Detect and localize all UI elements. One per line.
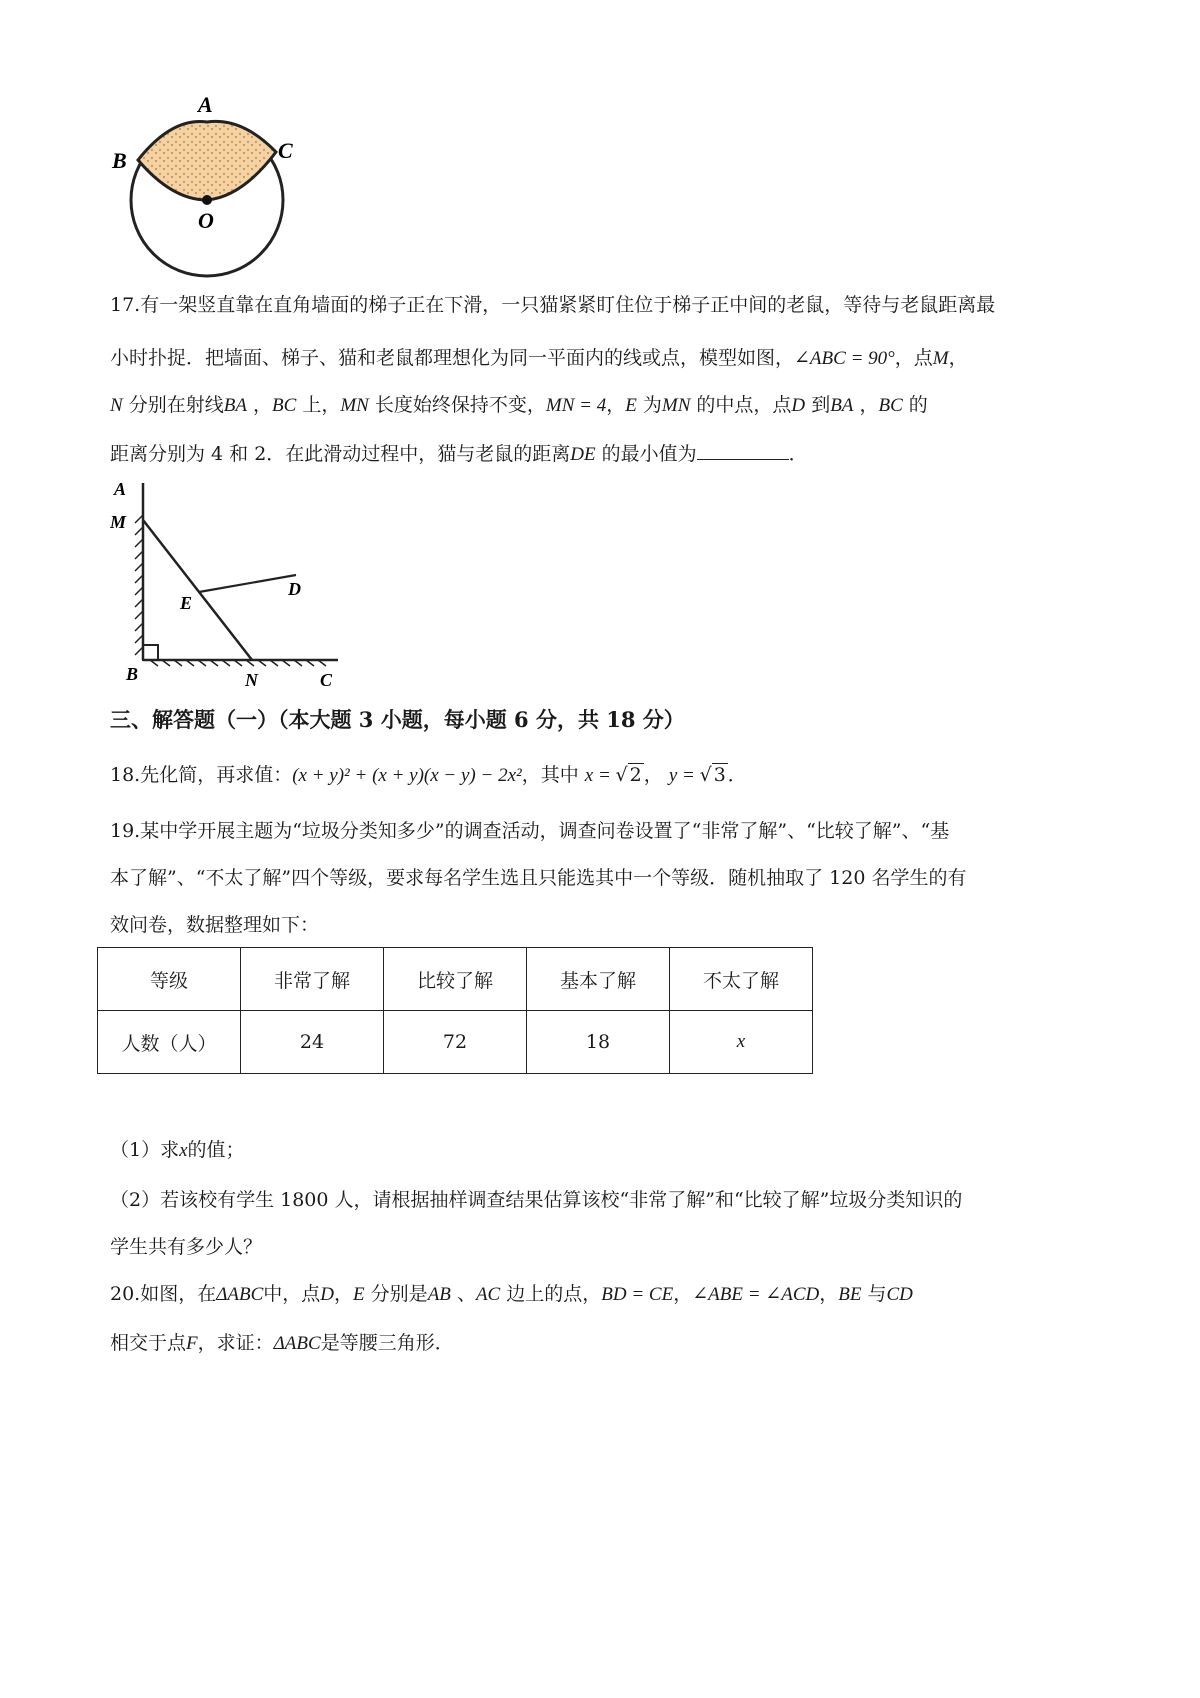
text-segment: 长度始终保持不变，: [368, 394, 546, 416]
table-cell: 24: [241, 1011, 384, 1074]
text-segment: 上，: [296, 394, 341, 416]
table-row: [98, 948, 813, 1011]
math-term: ∠ABE = ∠ACD: [692, 1284, 820, 1305]
text-segment: ，: [606, 394, 626, 416]
text-segment: 边上的点，: [500, 1283, 602, 1305]
math-term: AC: [475, 1284, 501, 1305]
math-term: MN = 4: [545, 395, 607, 416]
text-segment: 20.如图，在: [110, 1283, 217, 1305]
text-segment: ，: [334, 1283, 354, 1305]
math-term: MN: [661, 395, 691, 416]
text-segment: 是等腰三角形．: [320, 1332, 454, 1354]
survey-table: [97, 947, 813, 1074]
table-cell: 非常了解: [241, 948, 384, 1011]
text-segment: 、: [450, 1283, 476, 1305]
table-cell: 人数（人）: [98, 1011, 241, 1074]
q19-sub2-line2: 学生共有多少人？: [110, 1236, 263, 1258]
math-term: D: [320, 1284, 335, 1305]
math-term: AB: [427, 1284, 451, 1305]
q20-line2: [110, 1328, 454, 1355]
q17-line3: [110, 390, 928, 417]
math-term: N: [110, 395, 123, 416]
text-segment: 的: [902, 394, 928, 416]
label-c: C: [278, 138, 293, 163]
math-term: ΔABC: [216, 1284, 264, 1305]
math-term: BA: [830, 395, 854, 416]
q19-line2: 本了解”、“不太了解”四个等级，要求每名学生选且只能选其中一个等级．随机抽取了 120 名学生的有: [110, 867, 967, 889]
shaded-region: [138, 121, 276, 200]
text-segment: 为: [636, 394, 662, 416]
math-term: BC: [878, 395, 903, 416]
table-cell: 基本了解: [527, 948, 670, 1011]
text-segment: ，: [246, 394, 272, 416]
table-cell: x: [670, 1011, 813, 1074]
text-segment: 到: [805, 394, 831, 416]
table-row: [98, 1011, 813, 1074]
table-cell: 18: [527, 1011, 670, 1074]
text-segment: ，: [673, 1283, 693, 1305]
q19-line1: 19.某中学开展主题为“垃圾分类知多少”的调查活动，调查问卷设置了“非常了解”、“比较了解”、“基: [110, 820, 950, 842]
math-term: F: [186, 1333, 198, 1354]
text-segment: 的中点，点: [690, 394, 792, 416]
section-heading: 三、解答题（一）（本大题 3 小题，每小题 6 分，共 18 分）: [110, 707, 685, 732]
label-m: M: [110, 512, 127, 532]
text-segment: ，: [819, 1283, 839, 1305]
text-segment: ，: [853, 394, 879, 416]
q19-sub2-line1: （2）若该校有学生 1800 人，请根据抽样调查结果估算该校“非常了解”和“比较了解”垃圾分类知识的: [110, 1189, 963, 1211]
q19-sub1: （1）求x的值；: [110, 1139, 245, 1161]
text-segment: 与: [861, 1283, 887, 1305]
text-segment: ，求证：: [197, 1332, 274, 1354]
right-angle-mark: [143, 645, 158, 660]
q20-line1: [110, 1279, 913, 1306]
q19-line3: 效问卷，数据整理如下：: [110, 914, 320, 936]
label-b: B: [126, 664, 139, 684]
label-c: C: [320, 670, 333, 690]
q18-expression: (x + y)² + (x + y)(x − y) − 2x²: [292, 765, 522, 786]
math-term: BA: [223, 395, 247, 416]
label-a: A: [114, 479, 127, 499]
text-segment: 中，点: [263, 1283, 321, 1305]
label-e: E: [180, 593, 193, 613]
label-o: O: [198, 208, 214, 233]
ladder-figure: [110, 475, 350, 690]
math-term: BE: [838, 1284, 862, 1305]
text-segment: 相交于点: [110, 1332, 187, 1354]
table-cell: 比较了解: [384, 948, 527, 1011]
q17-line2: 小时扑捉．把墙面、梯子、猫和老鼠都理想化为同一平面内的线或点，模型如图，∠ABC = 90°，点M，: [110, 347, 968, 369]
table-cell: 72: [384, 1011, 527, 1074]
table-cell: 不太了解: [670, 948, 813, 1011]
q17-line1: 17.有一架竖直靠在直角墙面的梯子正在下滑，一只猫紧紧盯住位于梯子正中间的老鼠，等待与老鼠距离最: [110, 294, 996, 316]
ladder-line: [143, 520, 252, 660]
math-term: E: [625, 395, 637, 416]
math-term: BD = CE: [601, 1284, 674, 1305]
answer-blank: [697, 441, 789, 460]
table-cell: 等级: [98, 948, 241, 1011]
math-term: MN: [340, 395, 369, 416]
circle-figure: [110, 92, 300, 282]
segment-ed: [199, 575, 296, 592]
math-term: ΔABC: [273, 1333, 321, 1354]
text-segment: 分别是: [364, 1283, 428, 1305]
label-b: B: [112, 148, 127, 173]
label-n: N: [245, 670, 258, 690]
center-point: [202, 195, 212, 205]
math-term: CD: [886, 1284, 913, 1305]
label-d: D: [288, 579, 301, 599]
q17-line4: 距离分别为 4 和 2．在此滑动过程中，猫与老鼠的距离DE 的最小值为 ．: [110, 443, 808, 465]
label-a: A: [198, 92, 213, 117]
math-term: BC: [272, 395, 297, 416]
text-segment: 分别在射线: [122, 394, 224, 416]
math-term: E: [353, 1284, 365, 1305]
math-term: D: [791, 395, 806, 416]
q18-line: 18.先化简，再求值：(x + y)² + (x + y)(x − y) − 2x²，其中 x = √ 2 ， y = √ 3 ．: [110, 764, 747, 786]
